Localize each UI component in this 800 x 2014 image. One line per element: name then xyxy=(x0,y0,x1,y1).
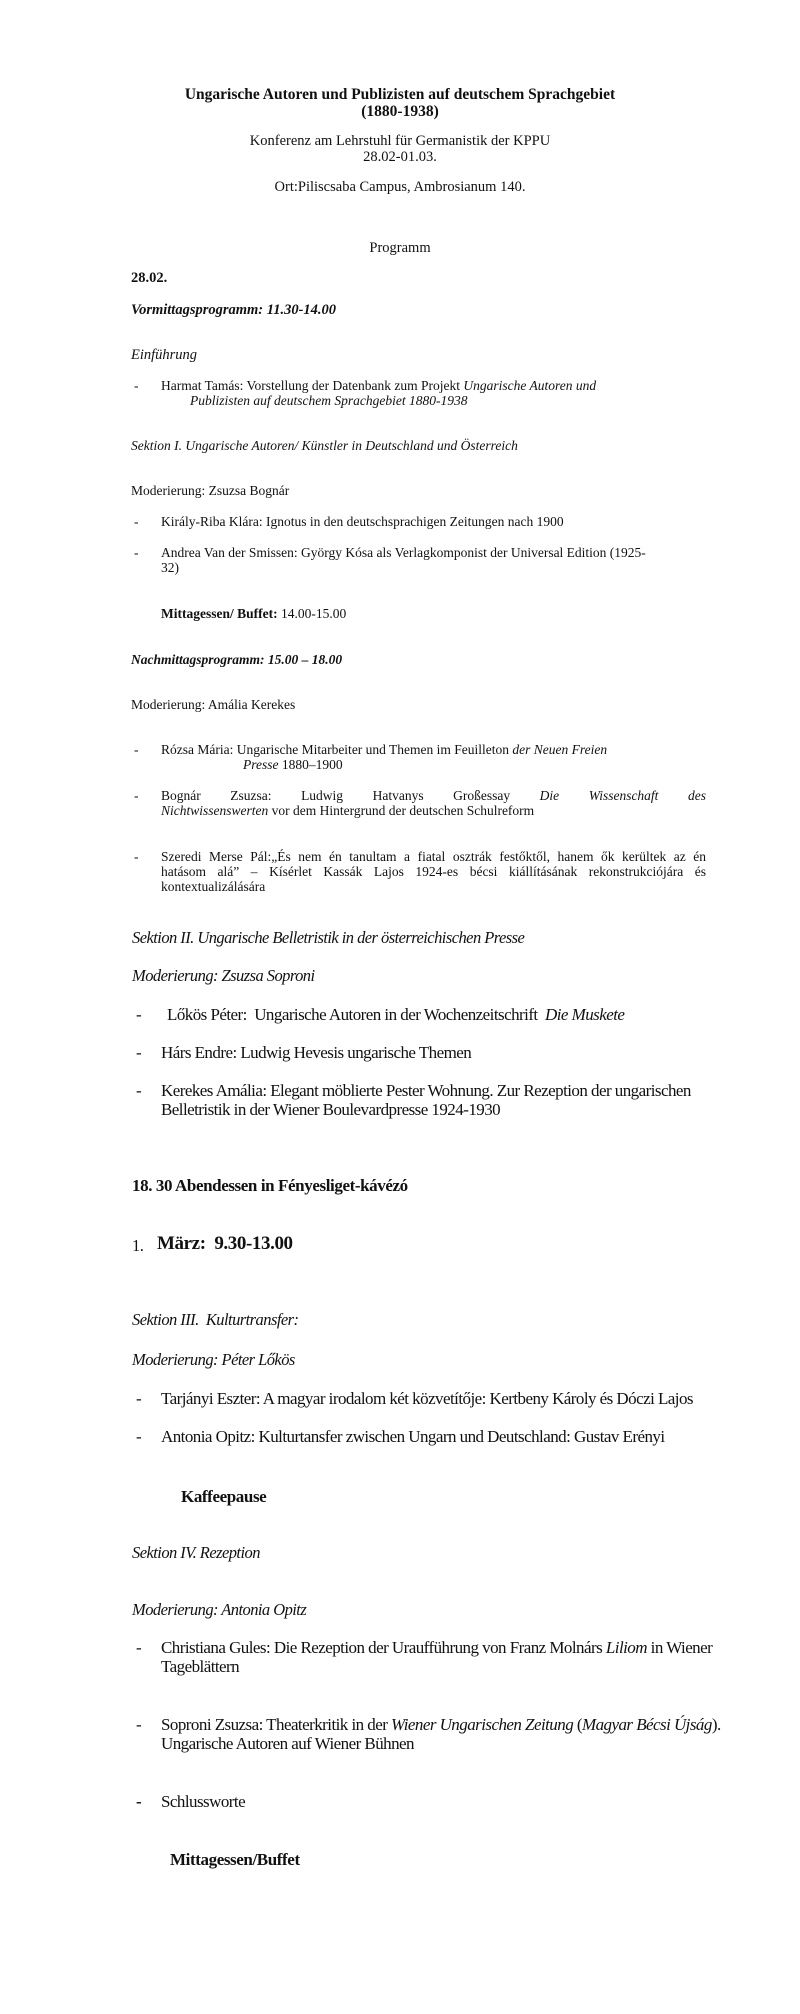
bullet-dash: - xyxy=(134,514,139,529)
bullet-dash: - xyxy=(134,378,139,393)
section4-item-gules-line2: Tageblättern xyxy=(161,1657,240,1676)
document-title-line2: (1880-1938) xyxy=(361,103,439,120)
bullet-dash: - xyxy=(136,1389,142,1408)
bullet-dash: - xyxy=(136,1715,142,1734)
afternoon-item-szeredi-line3: kontextualizálására xyxy=(161,879,266,894)
section2-item-hars: Hárs Endre: Ludwig Hevesis ungarische Themen xyxy=(161,1043,472,1062)
afternoon-moderation: Moderierung: Amália Kerekes xyxy=(131,697,296,712)
afternoon-item-szeredi-line1: Szeredi Merse Pál:„És nem én tanultam a fiatal osztrák festőktől, hanem ők kerültek az én xyxy=(161,849,706,864)
section2-heading: Sektion II. Ungarische Belletristik in der österreichischen Presse xyxy=(132,928,525,947)
section3-item-opitz: Antonia Opitz: Kulturtansfer zwischen Ungarn und Deutschland: Gustav Erényi xyxy=(161,1427,665,1446)
section3-heading: Sektion III. Kulturtransfer: xyxy=(132,1310,299,1329)
section1-heading: Sektion I. Ungarische Autoren/ Künstler in Deutschland und Österreich xyxy=(131,438,518,453)
afternoon-item-bognar-line2: Nichtwissenswerten vor dem Hintergrund der deutschen Schulreform xyxy=(161,803,535,818)
morning-program-heading: Vormittagsprogramm: 11.30-14.00 xyxy=(131,302,337,318)
document-title-line1: Ungarische Autoren und Publizisten auf deutschem Sprachgebiet xyxy=(184,86,616,103)
day2-number: 1. xyxy=(132,1236,144,1255)
section2-moderation: Moderierung: Zsuzsa Soproni xyxy=(132,966,315,985)
bullet-dash: - xyxy=(136,1043,142,1062)
dinner-line: 18. 30 Abendessen in Fényesliget-kávézó xyxy=(132,1176,408,1195)
section1-item-kiraly: Király-Riba Klára: Ignotus in den deutschsprachigen Zeitungen nach 1900 xyxy=(161,514,564,529)
coffee-break: Kaffeepause xyxy=(181,1487,267,1506)
afternoon-item-szeredi-line2: hatásom alá” – Kísérlet Kassák Lajos 1924-es bécsi kiállításának rekonstrukciójára és xyxy=(161,864,706,879)
bullet-dash: - xyxy=(134,849,139,864)
closing-words: Schlussworte xyxy=(161,1792,246,1811)
intro-item-line1: Harmat Tamás: Vorstellung der Datenbank zum Projekt Ungarische Autoren und xyxy=(161,378,597,393)
lunch-break-day1: Mittagessen/ Buffet: 14.00-15.00 xyxy=(161,606,347,621)
bullet-dash: - xyxy=(136,1005,142,1024)
section4-item-soproni-line1: Soproni Zsuzsa: Theaterkritik in der Wiener Ungarischen Zeitung (Magyar Bécsi Újság). xyxy=(161,1715,721,1734)
afternoon-item-rozsa-line1: Rózsa Mária: Ungarische Mitarbeiter und Themen im Feuilleton der Neuen Freien xyxy=(161,742,608,757)
section1-item-smissen-line1: Andrea Van der Smissen: György Kósa als Verlagkomponist der Universal Edition (1925- xyxy=(161,545,646,560)
section3-item-tarjanyi: Tarjányi Eszter: A magyar irodalom két közvetítője: Kertbeny Károly és Dóczi Lajos xyxy=(161,1389,693,1408)
section1-item-smissen-line2: 32) xyxy=(161,560,179,575)
conference-location: Ort:Piliscsaba Campus, Ambrosianum 140. xyxy=(274,179,526,195)
section4-moderation: Moderierung: Antonia Opitz xyxy=(132,1600,307,1619)
bullet-dash: - xyxy=(136,1081,142,1100)
program-heading: Programm xyxy=(369,240,431,256)
section2-item-kerekes-line1: Kerekes Amália: Elegant möblierte Pester Wohnung. Zur Rezeption der ungarischen xyxy=(161,1081,691,1100)
section4-item-soproni-line2: Ungarische Autoren auf Wiener Bühnen xyxy=(161,1734,415,1753)
day1-date: 28.02. xyxy=(131,270,168,286)
section2-item-lokos: Lőkös Péter: Ungarische Autoren in der Wochenzeitschrift Die Muskete xyxy=(167,1005,625,1024)
day2-date: März: 9.30-13.00 xyxy=(157,1233,293,1254)
intro-item-line2: Publizisten auf deutschem Sprachgebiet 1880-1938 xyxy=(190,393,468,408)
lunch-buffet-day2: Mittagessen/Buffet xyxy=(170,1850,300,1869)
afternoon-program-heading: Nachmittagsprogramm: 15.00 – 18.00 xyxy=(131,652,343,667)
bullet-dash: - xyxy=(134,742,139,757)
section4-heading: Sektion IV. Rezeption xyxy=(132,1543,260,1562)
bullet-dash: - xyxy=(136,1638,142,1657)
bullet-dash: - xyxy=(134,788,139,803)
bullet-dash: - xyxy=(136,1427,142,1446)
intro-heading: Einführung xyxy=(131,347,198,363)
afternoon-item-rozsa-line2: Presse 1880–1900 xyxy=(243,757,343,772)
conference-line: Konferenz am Lehrstuhl für Germanistik der KPPU xyxy=(249,133,551,149)
conference-dates: 28.02-01.03. xyxy=(363,149,437,165)
section3-moderation: Moderierung: Péter Lőkös xyxy=(132,1350,295,1369)
bullet-dash: - xyxy=(136,1792,142,1811)
section1-moderation: Moderierung: Zsuzsa Bognár xyxy=(131,483,290,498)
section2-item-kerekes-line2: Belletristik in der Wiener Boulevardpresse 1924-1930 xyxy=(161,1100,501,1119)
afternoon-item-bognar-line1: Bognár Zsuzsa: Ludwig Hatvanys Großessay Die Wissenschaft des xyxy=(161,788,706,803)
section4-item-gules-line1: Christiana Gules: Die Rezeption der Uraufführung von Franz Molnárs Liliom in Wiener xyxy=(161,1638,713,1657)
bullet-dash: - xyxy=(134,545,139,560)
